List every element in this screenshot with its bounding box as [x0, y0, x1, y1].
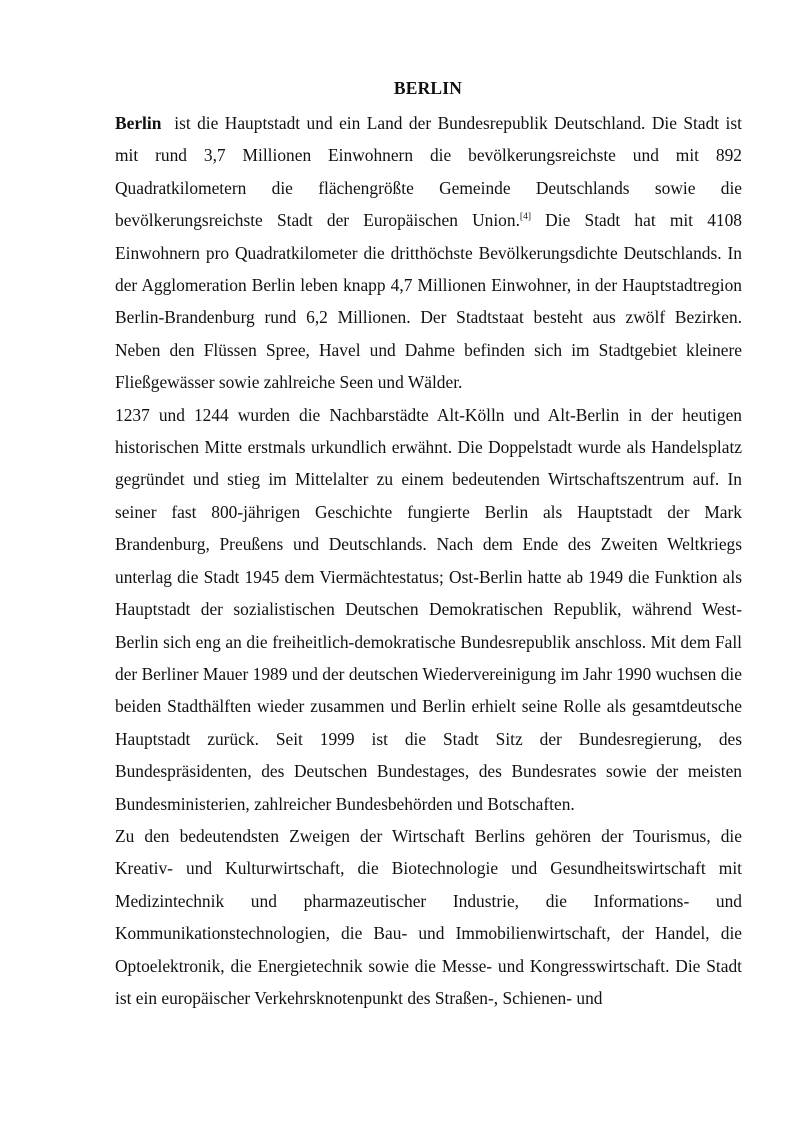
document-title: BERLIN: [393, 78, 463, 98]
document-body: [115, 107, 747, 1014]
paragraph-intro-text: ist die Hauptstadt und ein Land der Bundesrepublik Deutschland. Die Stadt ist mit rund 3,7 Millionen Einwohnern die bevölkerungsreichste und mit 892 Quadratkilometern die flächengrößte Gemeinde Deutschlands sowie die bevölkerungsreichste Stadt der Europäischen Union.: [115, 113, 747, 231]
paragraph-intro: [115, 107, 747, 399]
paragraph-intro-text-after: Die Stadt hat mit 4108 Einwohnern pro Quadratkilometer die dritthöchste Bevölkerungsdichte Deutschlands. In der Agglomeration Berlin leben knapp 4,7 Millionen Einwohner, in der Hauptstadtregion Berlin-Brandenburg rund 6,2 Millionen. Der Stadtstaat besteht aus zwölf Bezirken. Neben den Flüssen Spree, Havel und Dahme befinden sich im Stadtgebiet kleinere Fließgewässer sowie zahlreiche Seen und Wälder.: [115, 210, 742, 393]
paragraph-economy: Zu den bedeutendsten Zweigen der Wirtschaft Berlins gehören der Tourismus, die Kreativ- und Kulturwirtschaft, die Biotechnologie und Gesundheitswirtschaft mit Medizintechnik und pharmazeutischer Industrie, die Informations- und Kommunikationstechnologien, die Bau- und Immobilienwirtschaft, der Handel, die Optoelektronik, die Energietechnik sowie die Messe- und Kongresswirtschaft. Die Stadt ist ein europäischer Verkehrsknotenpunkt des Straßen-, Schienen- und: [115, 825, 742, 1008]
paragraph-history: 1237 und 1244 wurden die Nachbarstädte Alt-Kölln und Alt-Berlin in der heutigen historischen Mitte erstmals urkundlich erwähnt. Die Doppelstadt wurde als Handelsplatz gegründet und stieg im Mittelalter zu einem bedeutenden Wirtschaftszentrum auf. In seiner fast 800-jährigen Geschichte fungierte Berlin als Hauptstadt der Mark Brandenburg, Preußens und Deutschlands. Nach dem Ende des Zweiten Weltkriegs unterlag die Stadt 1945 dem Viermächtestatus; Ost-Berlin hatte ab 1949 die Funktion als Hauptstadt der sozialistischen Deutschen Demokratischen Republik, während West-Berlin sich eng an die freiheitlich-demokratische Bundesrepublik anschloss. Mit dem Fall der Berliner Mauer 1989 und der deutschen Wiedervereinigung im Jahr 1990 wuchsen die beiden Stadthälften wieder zusammen und Berlin erhielt seine Rolle als gesamtdeutsche Hauptstadt zurück. Seit 1999 ist die Stadt Sitz der Bundesregierung, des Bundespräsidenten, des Deutschen Bundestages, des Bundesrates sowie der meisten Bundesministerien, zahlreicher Bundesbehörden und Botschaften.: [115, 404, 742, 814]
lead-term: Berlin: [115, 113, 162, 133]
footnote-reference[interactable]: [4]: [519, 212, 531, 223]
